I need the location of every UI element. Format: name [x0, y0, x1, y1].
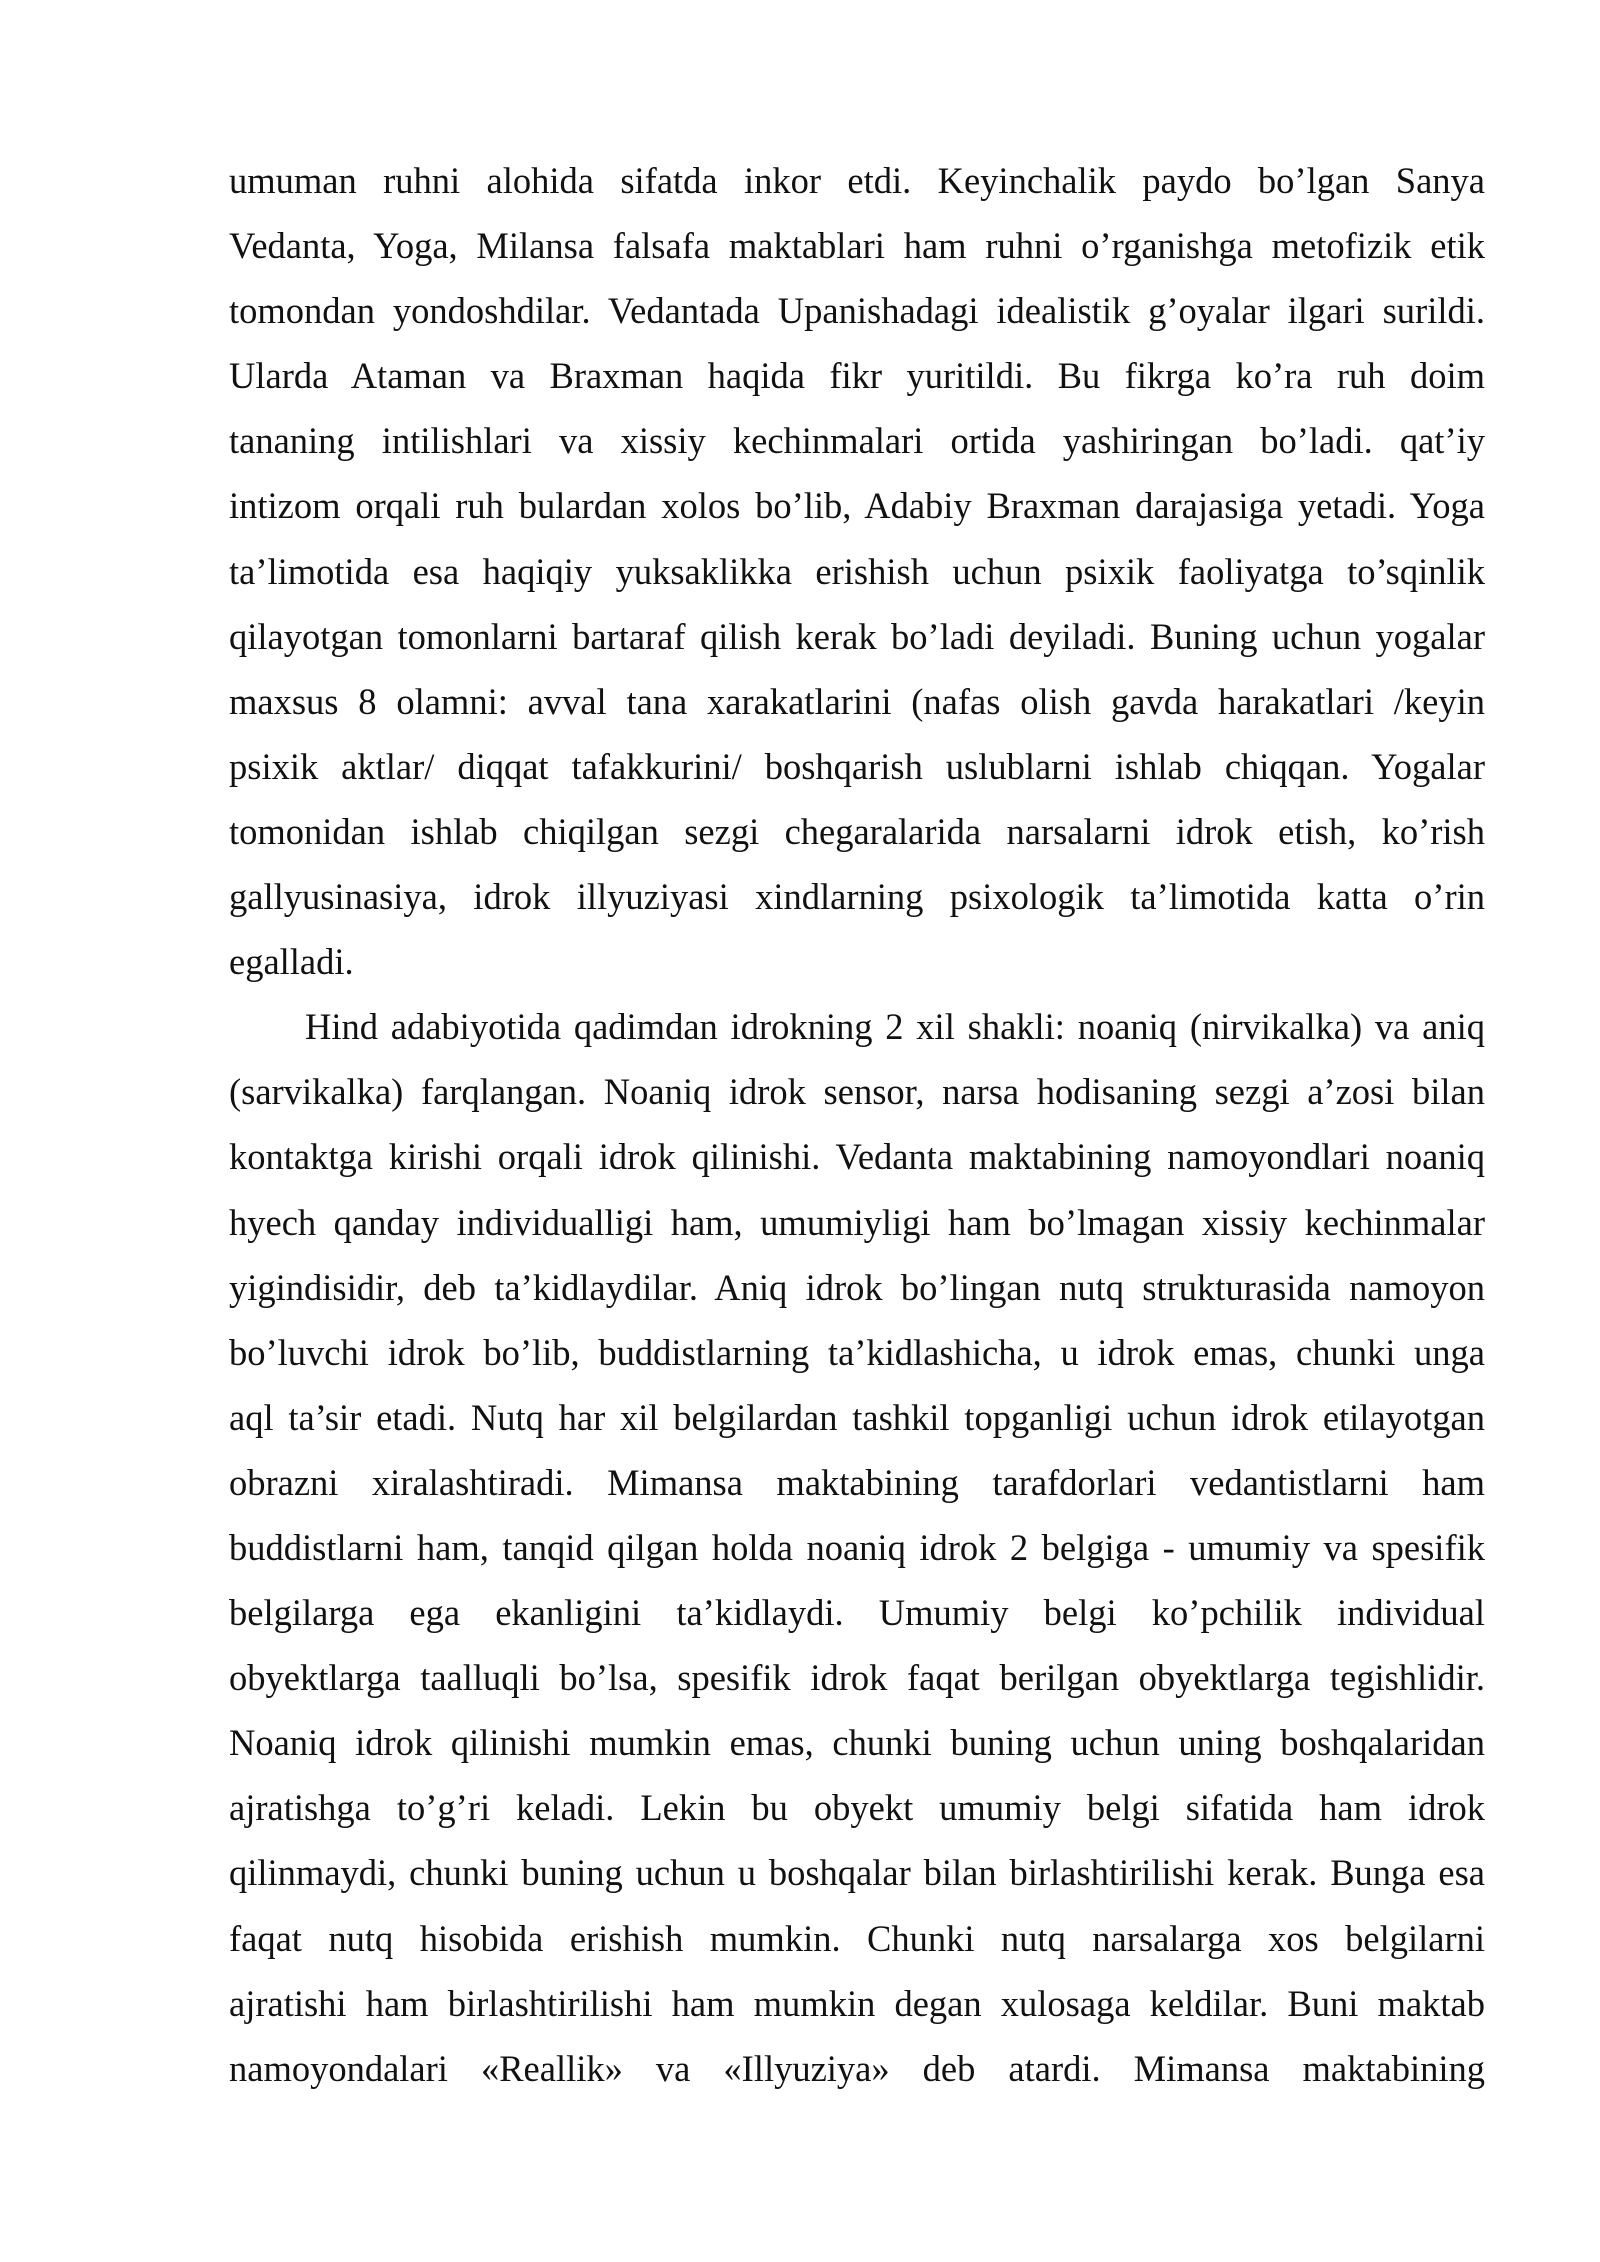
text-line: tananing intilishlari va xissiy kechinmalari ortida yashiringan bo’ladi. qat’iy [229, 420, 1485, 462]
text-line: intizom orqali ruh bulardan xolos bo’lib, Adabiy Braxman darajasiga yetadi. Yoga [229, 485, 1485, 527]
text-line: faqat nutq hisobida erishish mumkin. Chunki nutq narsalarga xos belgilarni [229, 1917, 1485, 1959]
text-line: Vedanta, Yoga, Milansa falsafa maktablari ham ruhni o’rganishga metofizik etik [229, 225, 1485, 267]
text-line: egalladi. [229, 941, 354, 983]
text-line: qilinmaydi, chunki buning uchun u boshqalar bilan birlashtirilishi kerak. Bunga esa [229, 1852, 1485, 1894]
text-line: qilayotgan tomonlarni bartaraf qilish kerak bo’ladi deyiladi. Buning uchun yogalar [229, 615, 1485, 657]
body-text [229, 148, 1485, 2101]
text-line: Hind adabiyotida qadimdan idrokning 2 xil shakli: noaniq (nirvikalka) va aniq [305, 1006, 1485, 1048]
text-line: ajratishi ham birlashtirilishi ham mumkin degan xulosaga keldilar. Buni maktab [229, 1982, 1485, 2024]
text-line: hyech qanday individualligi ham, umumiyligi ham bo’lmagan xissiy kechinmalar [229, 1201, 1485, 1243]
text-line: tomonidan ishlab chiqilgan sezgi chegaralarida narsalarni idrok etish, ko’rish [229, 810, 1485, 852]
text-line: ta’limotida esa haqiqiy yuksaklikka erishish uchun psixik faoliyatga to’sqinlik [229, 550, 1485, 592]
text-line: belgilarga ega ekanligini ta’kidlaydi. Umumiy belgi ko’pchilik individual [229, 1592, 1485, 1634]
text-line: kontaktga kirishi orqali idrok qilinishi. Vedanta maktabining namoyondlari noaniq [229, 1136, 1485, 1178]
text-line: obyektlarga taalluqli bo’lsa, spesifik idrok faqat berilgan obyektlarga tegishlidir. [229, 1657, 1485, 1699]
paragraph-2 [229, 994, 1485, 2101]
text-line: psixik aktlar/ diqqat tafakkurini/ boshqarish uslublarni ishlab chiqqan. Yogalar [229, 745, 1485, 787]
text-line: Ularda Ataman va Braxman haqida fikr yuritildi. Bu fikrga ko’ra ruh doim [229, 355, 1485, 397]
text-line: aql ta’sir etadi. Nutq har xil belgilardan tashkil topganligi uchun idrok etilayotgan [229, 1396, 1485, 1438]
text-line: buddistlarni ham, tanqid qilgan holda noaniq idrok 2 belgiga - umumiy va spesifik [229, 1526, 1485, 1568]
paragraph-1 [229, 148, 1485, 994]
text-line: tomondan yondoshdilar. Vedantada Upanishadagi idealistik g’oyalar ilgari surildi. [229, 290, 1485, 332]
text-line: Noaniq idrok qilinishi mumkin emas, chunki buning uchun uning boshqalaridan [229, 1722, 1485, 1764]
text-line: yigindisidir, deb ta’kidlaydilar. Aniq idrok bo’lingan nutq strukturasida namoyon [229, 1266, 1485, 1308]
text-line: bo’luvchi idrok bo’lib, buddistlarning ta’kidlashicha, u idrok emas, chunki unga [229, 1331, 1485, 1373]
text-line: umuman ruhni alohida sifatda inkor etdi. Keyinchalik paydo bo’lgan Sanya [229, 160, 1485, 201]
text-line: ajratishga to’g’ri keladi. Lekin bu obyekt umumiy belgi sifatida ham idrok [229, 1787, 1485, 1829]
text-line: obrazni xiralashtiradi. Mimansa maktabining tarafdorlari vedantistlarni ham [229, 1461, 1485, 1503]
text-line: (sarvikalka) farqlangan. Noaniq idrok sensor, narsa hodisaning sezgi a’zosi bilan [229, 1071, 1485, 1113]
text-line: maxsus 8 olamni: avval tana xarakatlarini (nafas olish gavda harakatlari /keyin [229, 680, 1485, 722]
text-line: gallyusinasiya, idrok illyuziyasi xindlarning psixologik ta’limotida katta o’rin [229, 876, 1485, 918]
text-line: namoyondalari «Reallik» va «Illyuziya» deb atardi. Mimansa maktabining [229, 2047, 1485, 2089]
